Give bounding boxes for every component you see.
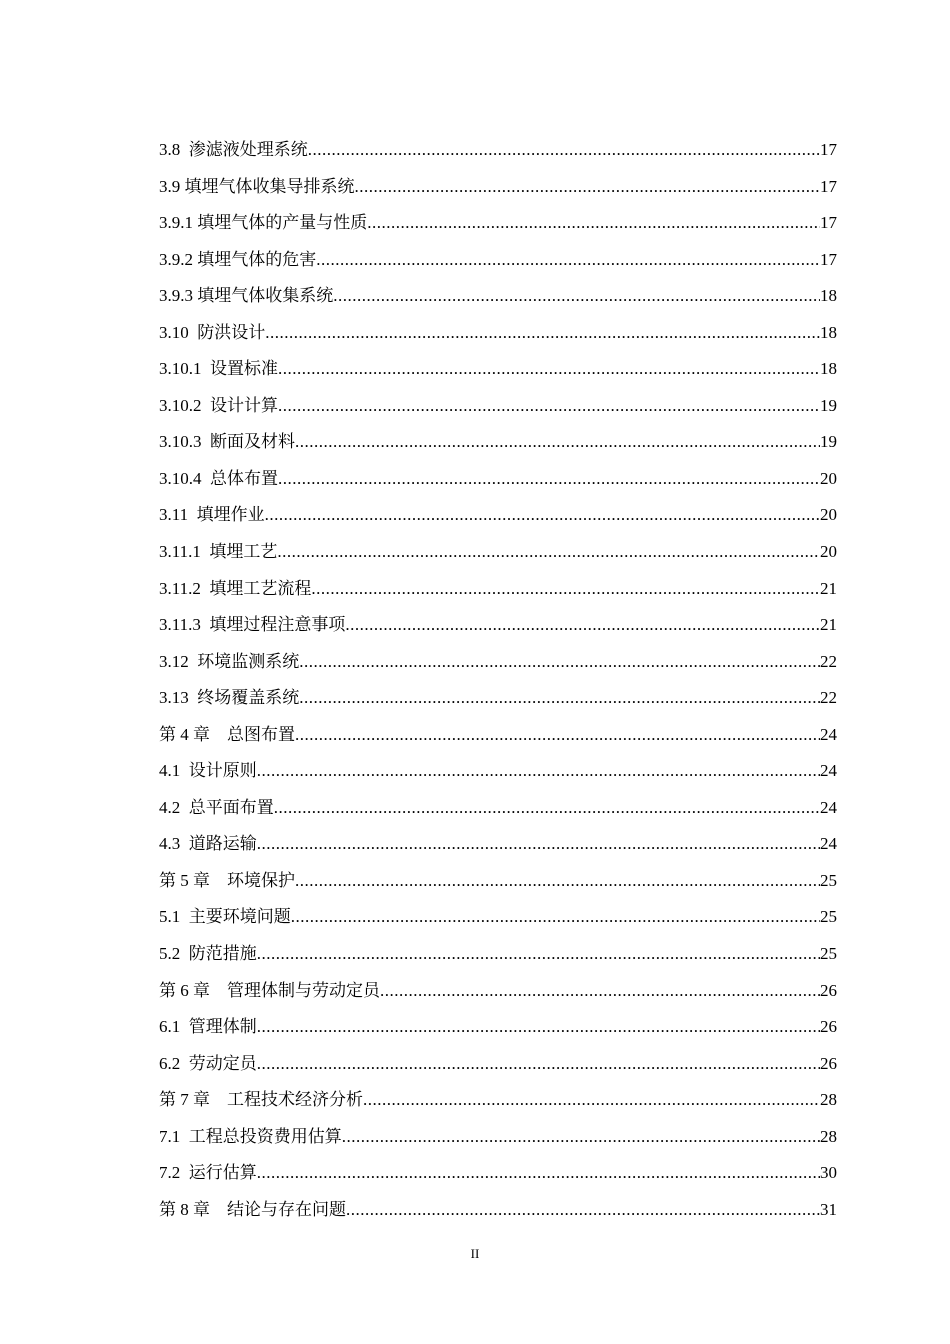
- toc-entry[interactable]: [159, 1046, 837, 1083]
- toc-entry-label: 3.11.1 填埋工艺: [159, 542, 278, 562]
- toc-entry-page: 20: [820, 468, 837, 488]
- toc-entry-page: 22: [820, 651, 837, 671]
- toc-entry-page: 18: [820, 359, 837, 379]
- toc-entry-page: 20: [820, 542, 837, 562]
- toc-entry-page: 25: [820, 907, 837, 927]
- toc-entry[interactable]: [159, 534, 837, 571]
- toc-entry-label: 第 6 章 管理体制与劳动定员: [159, 980, 380, 1000]
- toc-entry-label: 3.9.3 填埋气体收集系统: [159, 286, 334, 306]
- toc-entry-label: 3.11 填埋作业: [159, 505, 265, 525]
- toc-leader: [345, 607, 820, 644]
- toc-entry-label: 3.9.1 填埋气体的产量与性质: [159, 213, 368, 233]
- toc-entry-label: 3.9 填埋气体收集导排系统: [159, 176, 355, 196]
- toc-entry-label: 第 5 章 环境保护: [159, 870, 295, 890]
- toc-entry-label: 第 8 章 结论与存在问题: [159, 1199, 346, 1219]
- toc-leader: [265, 497, 820, 534]
- toc-leader: [257, 826, 820, 863]
- toc-leader: [278, 351, 820, 388]
- toc-entry[interactable]: [159, 899, 837, 936]
- toc-entry-label: 4.1 设计原则: [159, 761, 257, 781]
- toc-entry-label: 5.2 防范措施: [159, 944, 257, 964]
- toc-entry[interactable]: [159, 644, 837, 681]
- toc-entry[interactable]: [159, 1119, 837, 1156]
- toc-leader: [316, 242, 820, 279]
- toc-entry-label: 3.10.4 总体布置: [159, 468, 278, 488]
- toc-leader: [308, 132, 820, 169]
- toc-leader: [346, 1192, 820, 1229]
- toc-entry-page: 17: [820, 213, 837, 233]
- toc-entry-label: 3.9.2 填埋气体的危害: [159, 249, 317, 269]
- toc-entry-label: 3.11.2 填埋工艺流程: [159, 578, 312, 598]
- toc-entry-label: 7.1 工程总投资费用估算: [159, 1126, 342, 1146]
- toc-entry-label: 3.8 渗滤液处理系统: [159, 140, 308, 159]
- toc-leader: [257, 936, 820, 973]
- toc-leader: [291, 899, 820, 936]
- toc-leader: [274, 790, 820, 827]
- toc-entry-page: 17: [820, 249, 837, 269]
- toc-entry-page: 30: [820, 1163, 837, 1183]
- toc-entry-page: 26: [820, 1053, 837, 1073]
- toc-entry-page: 24: [820, 761, 837, 781]
- toc-entry-page: 19: [820, 432, 837, 452]
- toc-entry[interactable]: [159, 826, 837, 863]
- toc-entry-label: 7.2 运行估算: [159, 1163, 257, 1183]
- toc-entry[interactable]: [159, 278, 837, 315]
- toc-leader: [278, 461, 820, 498]
- toc-leader: [355, 169, 821, 206]
- toc-leader: [278, 388, 820, 425]
- toc-entry-page: 28: [820, 1126, 837, 1146]
- toc-entry-label: 第 4 章 总图布置: [159, 724, 295, 744]
- toc-entry-label: 3.11.3 填埋过程注意事项: [159, 615, 346, 635]
- toc-entry-page: 17: [820, 176, 837, 196]
- toc-entry-page: 25: [820, 944, 837, 964]
- toc-entry-page: 22: [820, 688, 837, 708]
- toc-entry[interactable]: [159, 424, 837, 461]
- toc-entry[interactable]: [159, 132, 837, 169]
- toc-entry-label: 4.2 总平面布置: [159, 797, 274, 817]
- toc-entry-page: 24: [820, 834, 837, 854]
- toc-entry-page: 17: [820, 140, 837, 159]
- toc-entry[interactable]: [159, 315, 837, 352]
- toc-leader: [257, 1046, 820, 1083]
- toc-entry-label: 3.10 防洪设计: [159, 322, 266, 342]
- toc-entry[interactable]: [159, 973, 837, 1010]
- toc-entry[interactable]: [159, 169, 837, 206]
- toc-entry-page: 19: [820, 395, 837, 415]
- toc-entry[interactable]: [159, 680, 837, 717]
- toc-entry-page: 31: [820, 1199, 837, 1219]
- toc-entry[interactable]: [159, 461, 837, 498]
- table-of-contents: [159, 132, 837, 1228]
- toc-entry-label: 6.2 劳动定员: [159, 1053, 257, 1073]
- toc-entry[interactable]: [159, 936, 837, 973]
- toc-leader: [257, 1155, 820, 1192]
- toc-leader: [299, 680, 820, 717]
- toc-entry[interactable]: [159, 607, 837, 644]
- toc-leader: [363, 1082, 820, 1119]
- toc-entry[interactable]: [159, 571, 837, 608]
- toc-entry-label: 3.13 终场覆盖系统: [159, 688, 300, 708]
- toc-entry-label: 3.10.2 设计计算: [159, 395, 278, 415]
- toc-entry-label: 3.12 环境监测系统: [159, 651, 300, 671]
- toc-leader: [257, 1009, 820, 1046]
- toc-entry-page: 24: [820, 797, 837, 817]
- toc-leader: [257, 753, 820, 790]
- toc-entry-page: 21: [820, 578, 837, 598]
- toc-leader: [277, 534, 820, 571]
- toc-leader: [380, 973, 820, 1010]
- toc-entry[interactable]: [159, 1009, 837, 1046]
- toc-entry[interactable]: [159, 242, 837, 279]
- toc-entry[interactable]: [159, 863, 837, 900]
- toc-entry-label: 5.1 主要环境问题: [159, 907, 291, 927]
- toc-leader: [367, 205, 820, 242]
- toc-entry[interactable]: [159, 753, 837, 790]
- toc-entry-label: 6.1 管理体制: [159, 1017, 257, 1037]
- toc-entry-page: 28: [820, 1090, 837, 1110]
- toc-entry[interactable]: [159, 717, 837, 754]
- toc-entry-page: 25: [820, 870, 837, 890]
- toc-leader: [295, 424, 820, 461]
- toc-entry-page: 18: [820, 286, 837, 306]
- toc-entry[interactable]: [159, 497, 837, 534]
- toc-entry[interactable]: [159, 351, 837, 388]
- toc-entry-page: 26: [820, 1017, 837, 1037]
- toc-leader: [299, 644, 820, 681]
- toc-entry-page: 20: [820, 505, 837, 525]
- toc-leader: [295, 717, 820, 754]
- toc-entry-label: 3.10.3 断面及材料: [159, 432, 295, 452]
- toc-leader: [295, 863, 820, 900]
- toc-entry-page: 26: [820, 980, 837, 1000]
- toc-entry[interactable]: [159, 1192, 837, 1229]
- toc-entry-label: 4.3 道路运输: [159, 834, 257, 854]
- page-number: II: [470, 1246, 480, 1261]
- toc-entry[interactable]: [159, 1155, 837, 1192]
- toc-leader: [342, 1119, 820, 1156]
- toc-entry[interactable]: [159, 205, 837, 242]
- toc-leader: [311, 571, 820, 608]
- toc-entry-label: 3.10.1 设置标准: [159, 359, 278, 379]
- toc-entry-page: 18: [820, 322, 837, 342]
- toc-entry-page: 24: [820, 724, 837, 744]
- toc-entry-label: 第 7 章 工程技术经济分析: [159, 1090, 363, 1110]
- toc-leader: [265, 315, 820, 352]
- toc-entry[interactable]: [159, 388, 837, 425]
- toc-entry[interactable]: [159, 790, 837, 827]
- toc-entry-page: 21: [820, 615, 837, 635]
- toc-leader: [333, 278, 820, 315]
- toc-entry[interactable]: [159, 1082, 837, 1119]
